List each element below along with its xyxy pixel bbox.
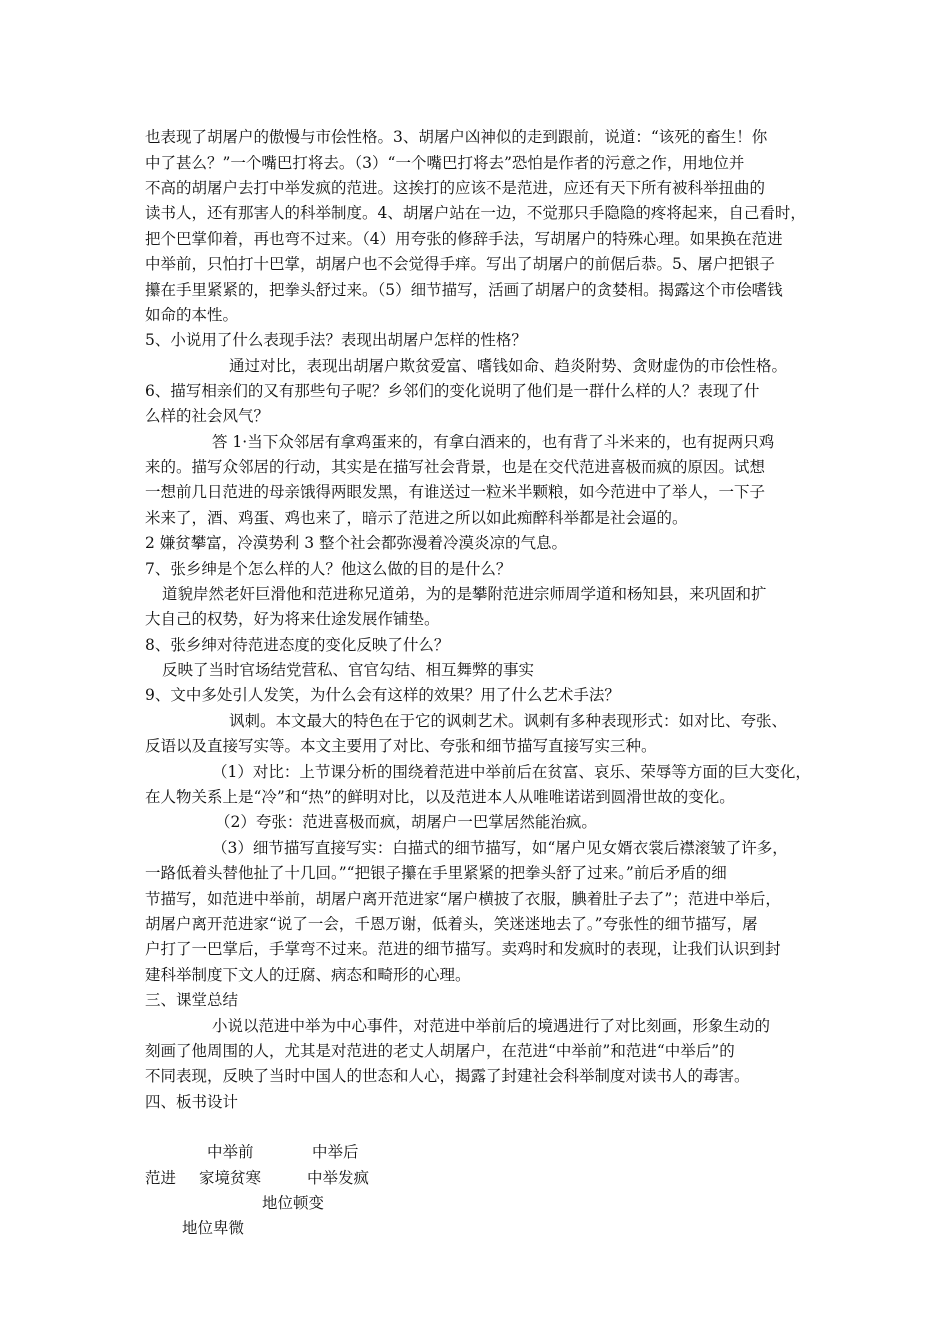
question-9: 9、文中多处引人发笑，为什么会有这样的效果？用了什么艺术手法？ bbox=[145, 686, 620, 704]
summary-text: 小说以范进中举为中心事件，对范进中举前后的境遇进行了对比刻画，形象生动的 bbox=[212, 1017, 771, 1035]
question-6: 6、描写相亲们的又有那些句子呢？乡邻们的变化说明了他们是一群什么样的人？表现了什 bbox=[145, 382, 760, 400]
text-line: 如命的本性。 bbox=[145, 306, 239, 324]
text-line: 节描写，如范进中举前，胡屠户离开范进家“屠户横披了衣服，腆着肚子去了”；范进中举后， bbox=[145, 890, 781, 908]
text-line: 户打了一巴掌后，手掌弯不过来。范进的细节描写。卖鸡时和发疯时的表现，让我们认识到封 bbox=[145, 940, 781, 958]
answer-5: 通过对比，表现出胡屠户欺贫爱富、嗜钱如命、趋炎附势、贪财虚伪的市侩性格。 bbox=[229, 357, 788, 375]
board-subject: 范进 bbox=[145, 1169, 177, 1187]
text-line: 也表现了胡屠户的傲慢与市侩性格。3、胡屠户凶神似的走到跟前，说道：“该死的畜生！你 bbox=[145, 128, 768, 146]
question-5: 5、小说用了什么表现手法？表现出胡屠户怎样的性格？ bbox=[145, 331, 527, 349]
text-line: 读书人，还有那害人的科举制度。4、胡屠户站在一边，不觉那只手隐隐的疼将起来，自己看时， bbox=[145, 204, 806, 222]
text-line: 一路低着头替他扯了十几回。”“把银子攥在手里紧紧的把拳头舒了过来。”前后矛盾的细 bbox=[145, 864, 727, 882]
question-8: 8、张乡绅对待范进态度的变化反映了什么？ bbox=[145, 636, 450, 654]
text-line: （1）对比：上节课分析的围绕着范进中举前后在贫富、哀乐、荣辱等方面的巨大变化， bbox=[212, 763, 811, 781]
answer-9: 讽刺。本文最大的特色在于它的讽刺艺术。讽刺有多种表现形式：如对比、夸张、 bbox=[229, 712, 788, 730]
text-line: 大自己的权势，好为将来仕途发展作铺垫。 bbox=[145, 610, 440, 628]
question-6-cont: 么样的社会风气？ bbox=[145, 407, 270, 425]
summary-text: 刻画了他周围的人，尤其是对范进的老丈人胡屠户，在范进“中举前”和范进“中举后”的 bbox=[145, 1042, 735, 1060]
board-low: 地位卑微 bbox=[182, 1219, 245, 1237]
board-mad: 中举发疯 bbox=[307, 1169, 370, 1187]
text-line: 米来了，酒、鸡蛋、鸡也来了，暗示了范进之所以如此痴醉科举都是社会逼的。 bbox=[145, 509, 688, 527]
text-line: 不高的胡屠户去打中举发疯的范进。这挨打的应该不是范进，应还有天下所有被科举扭曲的 bbox=[145, 179, 766, 197]
board-poor: 家境贫寒 bbox=[199, 1169, 262, 1187]
text-line: （3）细节描写直接写实：白描式的细节描写，如“屠户见女婿衣裳后襟滚皱了许多， bbox=[212, 839, 788, 857]
summary-text: 不同表现，反映了当时中国人的世态和人心，揭露了封建社会科举制度对读书人的毒害。 bbox=[145, 1067, 750, 1085]
text-line: 建科举制度下文人的迂腐、病态和畸形的心理。 bbox=[145, 966, 471, 984]
text-line: 攥在手里紧紧的，把拳头舒过来。（5）细节描写，活画了胡屠户的贪婪相。揭露这个市侩嗜钱 bbox=[145, 281, 783, 299]
answer-7: 道貌岸然老奸巨滑他和范进称兄道弟，为的是攀附范进宗师周学道和杨知县，来巩固和扩 bbox=[162, 585, 767, 603]
section-heading: 三、课堂总结 bbox=[145, 991, 239, 1009]
answer-6: 答 1·当下众邻居有拿鸡蛋来的，有拿白酒来的，也有背了斗米来的，也有捉两只鸡 bbox=[212, 433, 775, 451]
text-line: 来的。描写众邻居的行动，其实是在描写社会背景，也是在交代范进喜极而疯的原因。试想 bbox=[145, 458, 766, 476]
question-7: 7、张乡绅是个怎么样的人？他这么做的目的是什么？ bbox=[145, 560, 512, 578]
text-line: 一想前几日范进的母亲饿得两眼发黑，有谁送过一粒米半颗粮，如今范进中了举人，一下子 bbox=[145, 483, 766, 501]
text-line: 2 嫌贫攀富，冷漠势利 3 整个社会都弥漫着冷漠炎凉的气息。 bbox=[145, 534, 568, 552]
board-after: 中举后 bbox=[312, 1143, 359, 1161]
text-line: （2）夸张：范进喜极而疯，胡屠户一巴掌居然能治疯。 bbox=[215, 813, 597, 831]
text-line: 胡屠户离开范进家“说了一会，千恩万谢，低着头，笑迷迷地去了。”夸张性的细节描写，屠 bbox=[145, 915, 758, 933]
text-line: 反语以及直接写实等。本文主要用了对比、夸张和细节描写直接写实三种。 bbox=[145, 737, 657, 755]
text-line: 在人物关系上是“冷”和“热”的鲜明对比，以及范进本人从唯唯诺诺到圆滑世故的变化。 bbox=[145, 788, 735, 806]
answer-8: 反映了当时官场结党营私、官官勾结、相互舞弊的事实 bbox=[162, 661, 535, 679]
section-heading: 四、板书设计 bbox=[145, 1093, 239, 1111]
text-line: 把个巴掌仰着，再也弯不过来。（4）用夸张的修辞手法，写胡屠户的特殊心理。如果换在范进 bbox=[145, 230, 783, 248]
text-line: 中举前，只怕打十巴掌，胡屠户也不会觉得手痒。写出了胡屠户的前倨后恭。5、屠户把银子 bbox=[145, 255, 775, 273]
text-line: 中了甚么？”一个嘴巴打将去。（3）“一个嘴巴打将去”恐怕是作者的污意之作，用地位并 bbox=[145, 154, 745, 172]
board-change: 地位顿变 bbox=[262, 1194, 325, 1212]
board-before: 中举前 bbox=[207, 1143, 254, 1161]
